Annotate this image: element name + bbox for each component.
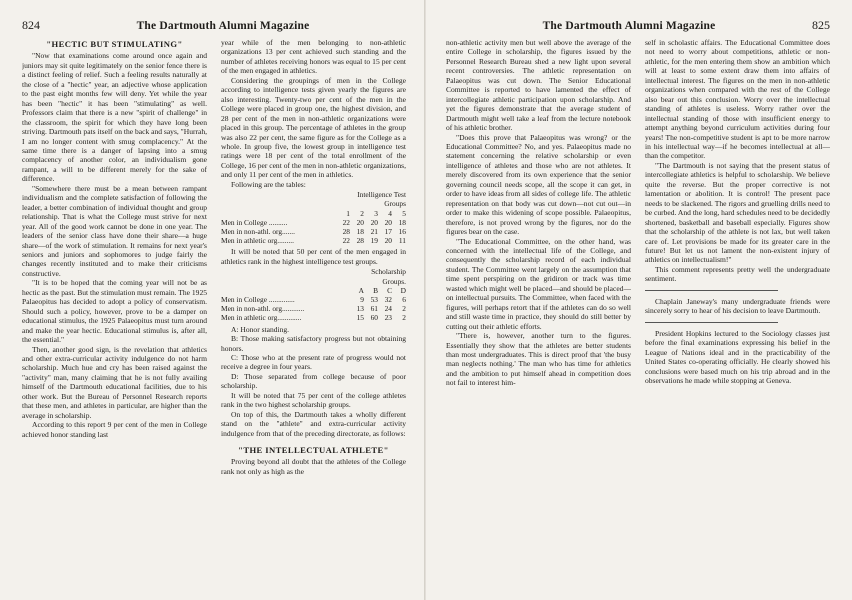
table-row <box>221 313 406 322</box>
row-label: Men in athletic org............. <box>221 313 302 323</box>
right-column-2 <box>645 38 830 592</box>
column-header: 5 <box>402 208 406 218</box>
table-cell: 32 <box>384 294 392 304</box>
table-cell: 20 <box>356 217 364 227</box>
left-running-head <box>22 18 406 33</box>
table-cell: 28 <box>356 236 364 246</box>
table-cell: 21 <box>370 227 378 237</box>
table-cell: 13 <box>356 304 364 314</box>
paragraph: "There is, however, another turn to the figures. Essentially they show that the athletes are better students than most undergraduates. This is direct proof that 'the busy man neglects nothing.' The man who has time for athletics and the ambition to put himself ahead in competition does not fail to interest him- <box>446 331 631 388</box>
row-label: Men in non-athl. org............ <box>221 304 305 314</box>
paragraph: Chaplain Janeway's many undergraduate friends were sincerely sorry to hear of his decision to leave Dartmouth. <box>645 296 830 316</box>
paragraph: non-athletic activity men but well above the average of the entire College in scholarship, the figures issued by the Personnel Research Bureau shed a new light upon several recent controversies. The athletic representation on Palaeopitus was cut down. The Senior Educational Committee is reported to have lamented the effect of intercollegiate athletic participation upon scholarship. And yet the figures demonstrate that the average student of Dartmouth might well take a leaf from the lecture notebook of his athletic brother. <box>446 38 631 133</box>
table-row <box>221 227 406 236</box>
table-cell: 2 <box>402 313 406 323</box>
table-cell: 18 <box>398 217 406 227</box>
table-cell: 61 <box>370 304 378 314</box>
section-heading-hectic: "HECTIC BUT STIMULATING" <box>46 39 183 49</box>
paragraph: President Hopkins lectured to the Sociology classes just before the final examinations expressing his belief in the League of Nations ideal and in the practicability of the United States co-operating officially. He clearly showed his conclusions were based much on his trip abroad and in the observations he made while stopping at Geneva. <box>645 328 830 385</box>
row-label: Men in non-athl. org....... <box>221 227 295 237</box>
paragraph: "Somewhere there must be a mean between rampant individualism and the complete satisfaction of following the leader, a better combination of individual thought and group relationship. That is what the College must strive for next year. All of the good work cannot be done in one year. The leaders of the senior class have done their share—a huge share—of the work of stimulation. It remains for next year's seniors and juniors and sophomores to judge fairly the changes recently instituted and to make their criticisms constructive. <box>22 183 207 278</box>
paragraph: "It is to be hoped that the coming year will not be as hectic as the past. But the stimulation must remain. The 1925 Palaeopitus has decided to adopt a policy of conservatism. Should such a policy, however, prove to be a damper on educational stimulus, the 1925 Palaeopitus must turn around and make the year hectic. Educational stimulus is, after all, the essential." <box>22 278 207 345</box>
row-label: Men in College .............. <box>221 294 295 304</box>
paragraph: Then, another good sign, is the revelation that athletics and other extra-curricular activity indulgence do not harm scholarship. Much hue and cry has been raised against the "activity" man, many claiming that he is not fully availing himself of the Dartmouth educational facilities, due to his other work. But the Bureau of Personnel Research reports that these men, and athletes in particular, are higher than the average in scholarship. <box>22 344 207 420</box>
table-cell: 22 <box>342 217 350 227</box>
left-column-2 <box>221 38 406 592</box>
column-header: 1 <box>346 208 350 218</box>
table-cell: 18 <box>356 227 364 237</box>
paragraph: "The Dartmouth is not saying that the present status of intercollegiate athletics is helpful to scholarship. We believe quite the reverse. But the proper corrective is not lamentation or abolition. It is control! The present pace needs to be slackened. The rigors and gruelling drills need to be curbed. And the long, hard schedules need to be decidedly shortened, basketball and baseball especially. Figures show that the scholarship of the athlete is not lax, but well taken care of. Let provisions be made for its greater care in the future! But let us not lament the non-existent injury of athletics on intellectualism!" <box>645 160 830 265</box>
paragraph: Proving beyond all doubt that the athletes of the College rank not only as high as the <box>221 457 406 476</box>
legend-b: B: Those making satisfactory progress but not obtaining honors. <box>221 334 406 353</box>
table-cell: 9 <box>360 294 364 304</box>
row-label: Men in athletic org......... <box>221 236 294 246</box>
paragraph: "Does this prove that Palaeopitus was wrong? or the Educational Committee? No, and yes. Palaeopitus made no statement concerning the relative scholarship or even intelligence of athletes and those who are not athletes. It merely discovered from its own experience that the senior governing council needs scope, all the scope it can get, in order to have ideas from all sides of college life. The athletic representation on that body was cut down—not cut out—in order to make this widening of scope possible. Palaeopitus, therefore, is not proved wrong by the figures, nor do the figures bear on the case. <box>446 132 631 237</box>
table-cell: 20 <box>370 217 378 227</box>
paragraph: "Now that examinations come around once again and juniors may sit quite legitimately on the senior fence there is a distinct feeling of relief. Such a feeling results naturally at the close of a "hectic" year, an adjective whose application to the past eight months few will deny. Yet while the year has been "hectic" it has been "stimulating" as well. Professors claim that there is a new "spirit of challenge" in the classroom, the spirit for which they have long been striving. Dartmouth pats itself on the back and says, "Hurrah, I am no longer content with smug complacency." At the same time there is a danger of lapsing into a smug complacency of another color, an individualism gone rampant, a will to be different merely for the sake of difference. <box>22 51 207 184</box>
table-cell: 24 <box>384 304 392 314</box>
section-divider <box>645 322 778 323</box>
paragraph: Following are the tables: <box>231 179 306 189</box>
right-page-number: 825 <box>812 18 830 32</box>
paragraph: It will be noted that 50 per cent of the men engaged in athletics rank in the highest intelligence test groups. <box>221 247 406 266</box>
table-row <box>221 236 406 245</box>
table-cell: 11 <box>398 236 406 246</box>
intelligence-test-table <box>221 190 406 245</box>
left-page-number: 824 <box>22 18 40 32</box>
paragraph: Considering the groupings of men in the College according to intelligence tests given yearly the figures are also interesting. Twenty-two per cent of the men in the College were placed in group one, the highest division, and 28 per cent of the men in non-athletic organizations were placed in this group. The percentage of athletes in the group was also 22 per cent, the same figure as for the College as a whole. In group five, the lowest group in intelligence test ratings were 18 per cent of the total enrollment of the College, 16 per cent of the men in non-athletic organizations, and only 11 per cent of the men in athletics. <box>221 75 406 180</box>
right-column-1 <box>446 38 631 592</box>
column-header: C <box>387 285 392 295</box>
table-cell: 2 <box>402 304 406 314</box>
left-running-title: The Dartmouth Alumni Magazine <box>136 20 310 32</box>
table-cell: 22 <box>342 236 350 246</box>
table-cell: 28 <box>342 227 350 237</box>
scholarship-table-caption: Scholarship Groups. <box>371 267 406 286</box>
table-header-row <box>221 286 406 295</box>
paragraph: year while of the men belonging to non-athletic organizations 13 per cent achieved such standing and the number of athletes receiving honors was equal to 15 per cent of the men engaged in athletics. <box>221 38 406 76</box>
section-heading-intellectual-athlete: "THE INTELLECTUAL ATHLETE" <box>238 445 389 456</box>
right-page <box>426 0 852 600</box>
table-cell: 6 <box>402 294 406 304</box>
table-row <box>221 304 406 313</box>
table-header-row <box>221 209 406 218</box>
table-row <box>221 295 406 304</box>
column-header: 2 <box>360 208 364 218</box>
table-cell: 16 <box>398 227 406 237</box>
table-cell: 20 <box>384 236 392 246</box>
table-cell: 19 <box>370 236 378 246</box>
column-header: B <box>373 285 378 295</box>
table-cell: 17 <box>384 227 392 237</box>
paragraph: According to this report 9 per cent of the men in College achieved honor standing last <box>22 420 207 439</box>
paragraph: self in scholastic affairs. The Educational Committee does not need to worry about competitions, athletic or non-athletic, for the men entering them show an ambition which will at least to some extent draw them into affairs of intellectual interest. The figures on the men in non-athletic organizations when compared with the rest of the College also bear out this conclusion. Worry over the intellectual standing of athletes is useless. Worry rather over the intellectual standing of those with insufficient energy to attempt anything beyond curriculum activities during four years! The non-competitive student is apt to be more narrow in his intellectual way—if he becomes intellectual at all—than the competitor. <box>645 38 830 161</box>
table-cell: 20 <box>384 217 392 227</box>
paragraph: "The Educational Committee, on the other hand, was concerned with the intellectual life of the College, and consequently the scholarship record of each individual student. The Committee went largely on the assumption that time spent perspiring on the gridiron or track was time wasted which might well be placed—and should be placed—on intellectual pursuits. The Committee, when faced with the figures, will perhaps retort that if the athletes can do so well and still waste time in practice, they should do still better by cutting out their athletic efforts. <box>446 236 631 331</box>
row-label: Men in College .......... <box>221 217 288 227</box>
column-header: A <box>358 285 364 295</box>
table-cell: 53 <box>370 294 378 304</box>
right-running-head <box>446 18 830 33</box>
table-cell: 23 <box>384 313 392 323</box>
paragraph: This comment represents pretty well the undergraduate sentiment. <box>645 264 830 284</box>
legend-c: C: Those who at the present rate of progress would not receive a degree in four years. <box>221 352 406 372</box>
right-running-title: The Dartmouth Alumni Magazine <box>542 20 716 32</box>
scholarship-table <box>221 267 406 322</box>
paragraph: It will be noted that 75 per cent of the college athletes rank in the two highest scholarship groups. <box>221 390 406 410</box>
left-column-1 <box>22 38 207 592</box>
intelligence-table-caption: Intelligence Test Groups <box>357 190 406 209</box>
table-cell: 60 <box>370 313 378 323</box>
section-divider <box>645 290 778 291</box>
table-row <box>221 218 406 227</box>
column-header: D <box>400 285 406 295</box>
table-cell: 15 <box>356 313 364 323</box>
legend-a: A: Honor standing. <box>231 324 290 334</box>
legend-d: D: Those separated from college because of poor scholarship. <box>221 371 406 391</box>
paragraph: On top of this, the Dartmouth takes a wholly different stand on the "athlete" and extra-curricular activity indulgence from that of the preceding directorate, as follows: <box>221 409 406 438</box>
column-header: 4 <box>388 208 392 218</box>
column-header: 3 <box>374 208 378 218</box>
